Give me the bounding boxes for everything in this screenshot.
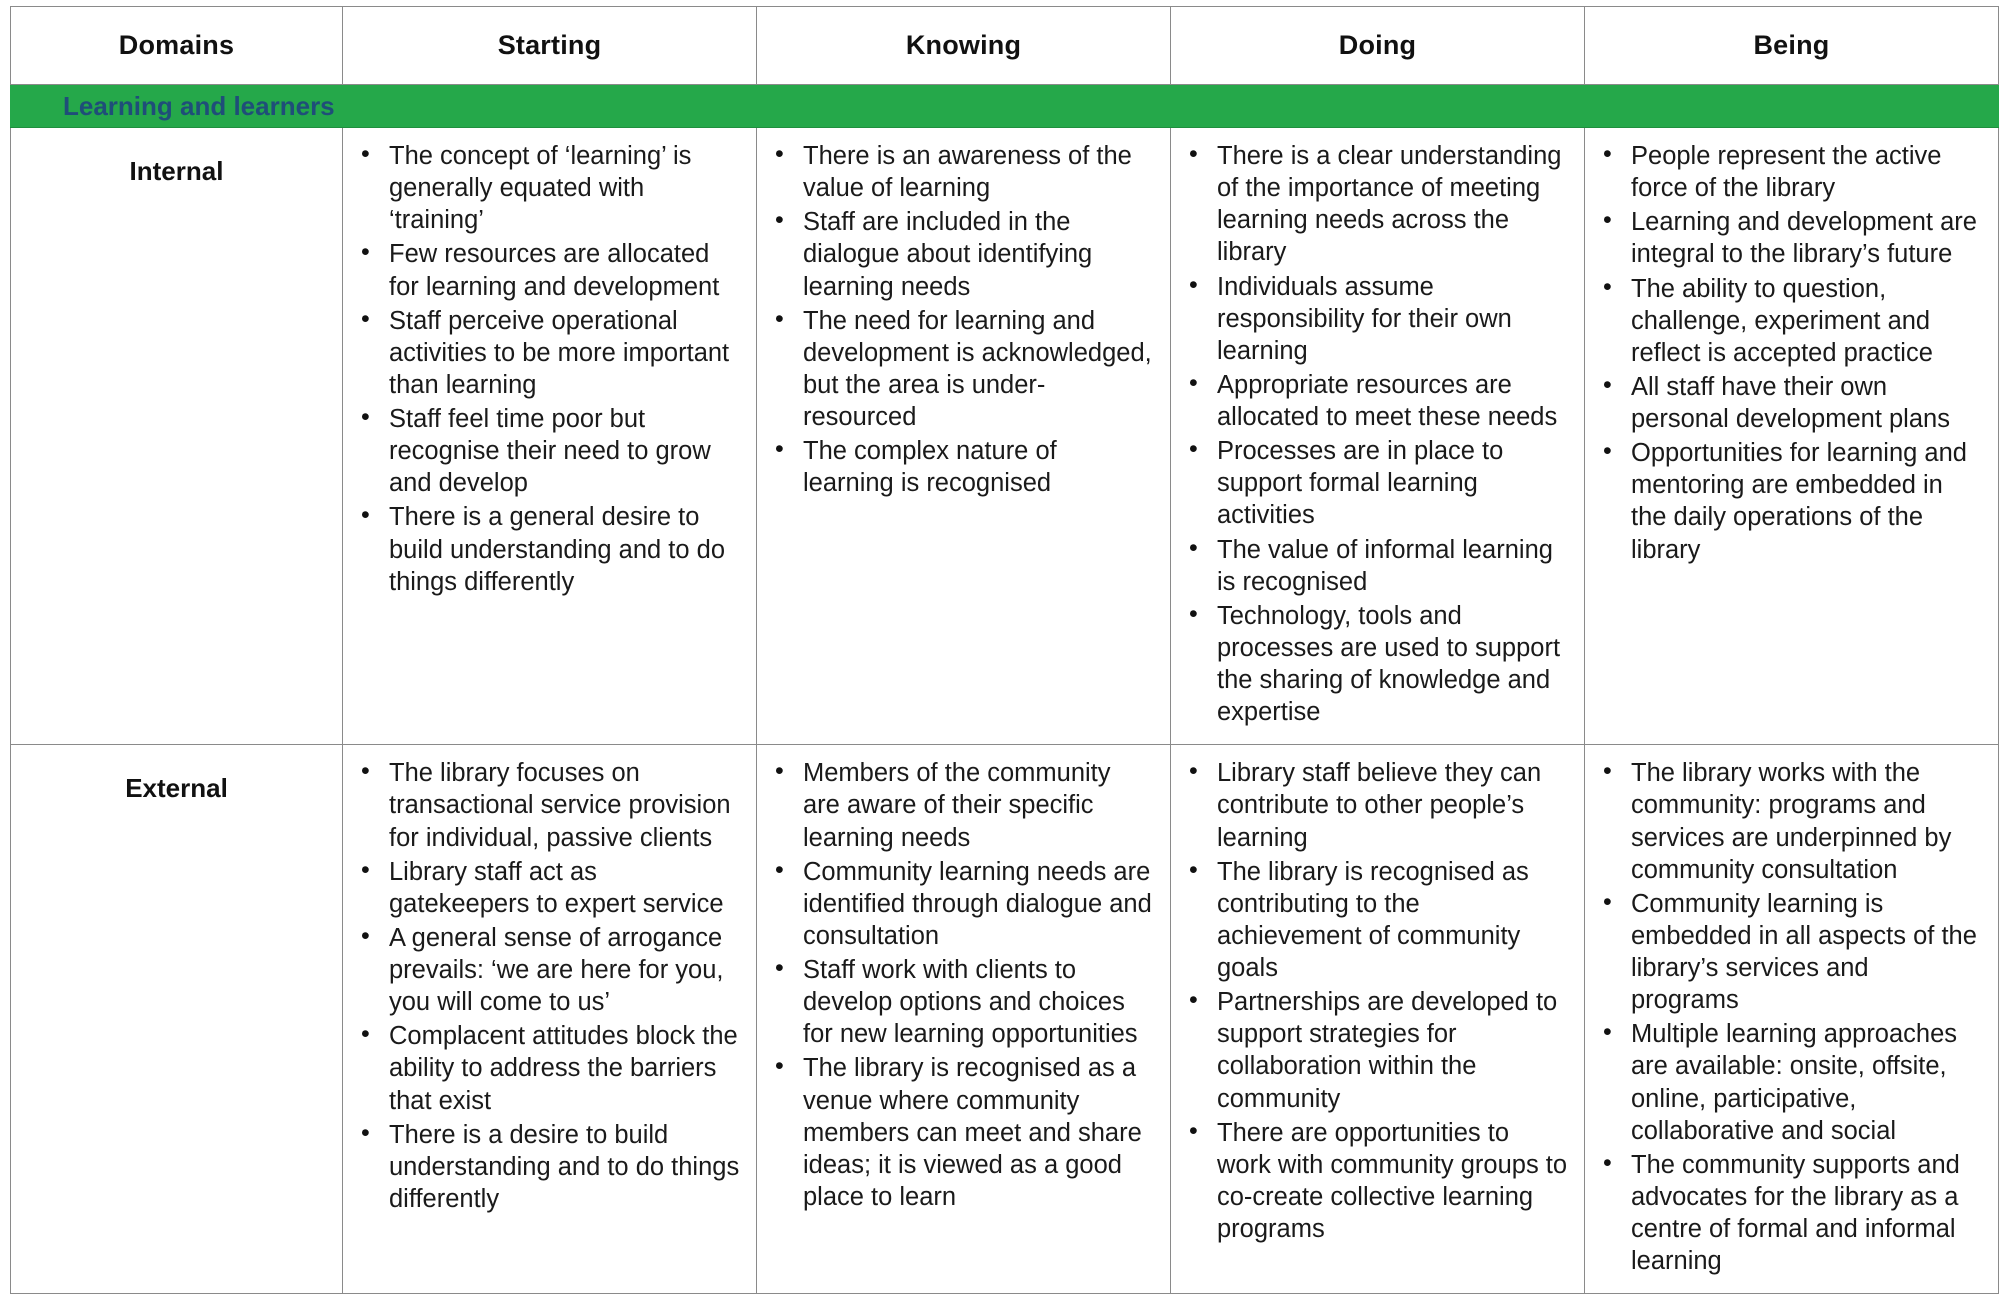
bullet-list — [1595, 140, 1982, 566]
list-item: • Partnerships are developed to support strategies for collaboration within the community — [1215, 986, 1568, 1115]
row-label-external — [11, 745, 343, 1294]
list-item: • Processes are in place to support formal learning activities — [1215, 435, 1568, 531]
list-item: • There is a desire to build understanding and to do things differently — [387, 1119, 740, 1215]
section-banner-cell — [11, 85, 1999, 128]
list-item: • Members of the community are aware of their specific learning needs — [801, 757, 1154, 853]
list-item: • Staff feel time poor but recognise their need to grow and develop — [387, 403, 740, 499]
table-header-row — [11, 7, 1999, 85]
cell-external-starting — [343, 745, 757, 1294]
list-item: • Staff work with clients to develop options and choices for new learning opportunities — [801, 954, 1154, 1050]
row-label-internal — [11, 128, 343, 745]
column-header-starting: Starting — [343, 7, 757, 85]
row-label-text: External — [125, 773, 228, 804]
cell-internal-being — [1585, 128, 1999, 745]
list-item: • The need for learning and development is acknowledged, but the area is under-resourced — [801, 305, 1154, 434]
list-item: • Multiple learning approaches are available: onsite, offsite, online, participative, collaborative and social — [1629, 1018, 1982, 1147]
section-banner-row — [11, 85, 1999, 128]
list-item: • Staff are included in the dialogue about identifying learning needs — [801, 206, 1154, 302]
cell-internal-knowing — [757, 128, 1171, 745]
list-item: • The concept of ‘learning’ is generally equated with ‘training’ — [387, 140, 740, 236]
cell-external-knowing — [757, 745, 1171, 1294]
cell-external-being — [1585, 745, 1999, 1294]
list-item: • All staff have their own personal development plans — [1629, 371, 1982, 435]
table-row — [11, 745, 1999, 1294]
bullet-list — [767, 140, 1154, 499]
list-item: • Library staff believe they can contribute to other people’s learning — [1215, 757, 1568, 853]
list-item: • The library is recognised as contributing to the achievement of community goals — [1215, 856, 1568, 985]
list-item: • Learning and development are integral to the library’s future — [1629, 206, 1982, 270]
list-item: • The value of informal learning is recognised — [1215, 534, 1568, 598]
row-label-text: Internal — [129, 156, 224, 186]
list-item: • The complex nature of learning is recognised — [801, 435, 1154, 499]
list-item: • The library is recognised as a venue where community members can meet and share ideas; it is viewed as a good place to learn — [801, 1052, 1154, 1213]
list-item: • The library focuses on transactional service provision for individual, passive clients — [387, 757, 740, 853]
list-item: • Individuals assume responsibility for their own learning — [1215, 271, 1568, 367]
bullet-list — [1181, 757, 1568, 1245]
list-item: • Few resources are allocated for learning and development — [387, 238, 740, 302]
learning-maturity-matrix — [10, 6, 1999, 1294]
table-row — [11, 128, 1999, 745]
list-item: • Opportunities for learning and mentoring are embedded in the daily operations of the library — [1629, 437, 1982, 566]
bullet-list — [353, 757, 740, 1215]
list-item: • A general sense of arrogance prevails: ‘we are here for you, you will come to us’ — [387, 922, 740, 1018]
list-item: • There is a general desire to build understanding and to do things differently — [387, 501, 740, 597]
list-item: • The community supports and advocates for the library as a centre of formal and informal learning — [1629, 1149, 1982, 1278]
bullet-list — [1181, 140, 1568, 728]
list-item: • Appropriate resources are allocated to meet these needs — [1215, 369, 1568, 433]
list-item: • Technology, tools and processes are used to support the sharing of knowledge and expertise — [1215, 600, 1568, 729]
section-banner — [11, 85, 1998, 127]
column-header-doing: Doing — [1171, 7, 1585, 85]
list-item: • Community learning is embedded in all aspects of the library’s services and programs — [1629, 888, 1982, 1017]
list-item: • People represent the active force of the library — [1629, 140, 1982, 204]
column-header-knowing: Knowing — [757, 7, 1171, 85]
bullet-list — [1595, 757, 1982, 1277]
list-item: • There is a clear understanding of the importance of meeting learning needs across the library — [1215, 140, 1568, 269]
cell-internal-starting — [343, 128, 757, 745]
cell-external-doing — [1171, 745, 1585, 1294]
list-item: • Complacent attitudes block the ability to address the barriers that exist — [387, 1020, 740, 1116]
list-item: • Library staff act as gatekeepers to expert service — [387, 856, 740, 920]
list-item: • Staff perceive operational activities to be more important than learning — [387, 305, 740, 401]
list-item: • There is an awareness of the value of learning — [801, 140, 1154, 204]
list-item: • Community learning needs are identified through dialogue and consultation — [801, 856, 1154, 952]
column-header-domains: Domains — [11, 7, 343, 85]
list-item: • The library works with the community: programs and services are underpinned by community consultation — [1629, 757, 1982, 886]
list-item: • There are opportunities to work with community groups to co-create collective learning programs — [1215, 1117, 1568, 1246]
bullet-list — [353, 140, 740, 598]
section-title: Learning and learners — [63, 91, 335, 121]
list-item: • The ability to question, challenge, experiment and reflect is accepted practice — [1629, 273, 1982, 369]
cell-internal-doing — [1171, 128, 1585, 745]
bullet-list — [767, 757, 1154, 1213]
column-header-being: Being — [1585, 7, 1999, 85]
